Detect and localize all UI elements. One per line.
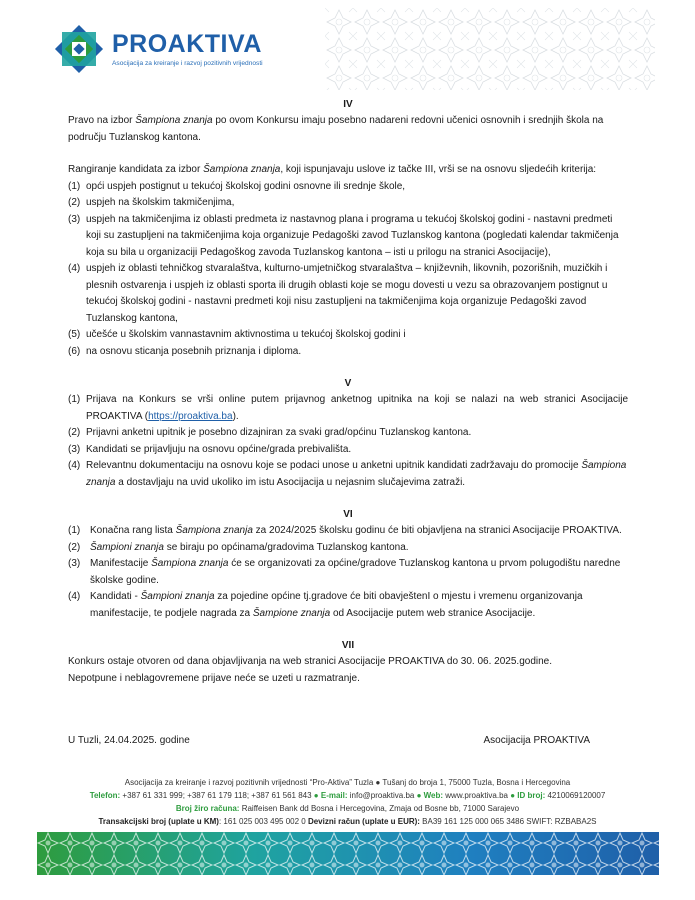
text-run: za 2024/2025 školsku godinu će biti objavljena na stranici Asocijacije PROAKTIVA. <box>252 525 622 536</box>
section-vii-title: VII <box>341 640 355 651</box>
web-label: ● Web: <box>416 791 444 800</box>
list-text: učešće u školskim vannastavnim aktivnostima u tekućoj školskoj godini i <box>86 329 406 340</box>
text-run: Rangiranje kandidata za izbor <box>68 164 204 175</box>
logo-subtitle: Asocijacija za kreiranje i razvoj pozitivnih vrijednosti <box>112 60 263 67</box>
phone-numbers: +387 61 331 999; +387 61 179 118; +387 61 561 843 <box>120 791 314 800</box>
list-number: (2) <box>68 541 81 553</box>
text-run: Relevantnu dokumentaciju na osnovu koje se podaci unose u anketni upitnik kandidati zadržavaju do promocije <box>86 460 582 471</box>
text-run: Kandidati - <box>90 591 141 602</box>
list-number: (4) <box>68 591 81 602</box>
signature-organization: Asocijacija PROAKTIVA <box>483 735 590 746</box>
list-number: (3) <box>68 443 81 455</box>
logo-mark-icon <box>50 20 108 78</box>
criteria-item <box>68 344 628 361</box>
emphasis-text: Šampione znanja <box>252 607 331 619</box>
proaktiva-website-link[interactable]: https://proaktiva.ba <box>148 410 233 422</box>
list-text: uspjeh na školskim takmičenjima, <box>86 197 235 208</box>
text-run: Prijava na Konkurs se vrši online putem prijavnog anketnog upitnika na koji se nalazi na web stranici Asocijacije PROAKTIVA ( <box>86 394 628 422</box>
bank-account: Raiffeisen Bank dd Bosna i Hercegovina, Zmaja od Bosne bb, 71000 Sarajevo <box>239 804 520 813</box>
foreign-account: BA39 161 125 000 065 3486 SWIFT: RZBABA2S <box>419 817 597 826</box>
list-number: (2) <box>68 197 81 208</box>
section-v-item <box>68 425 628 442</box>
footer-address: Asocijacija za kreiranje i razvoj pozitivnih vrijednosti “Pro-Aktiva” Tuzla ● Tušanj do broja 1, 75000 Tuzla, Bosna i Hercegovina <box>124 778 571 787</box>
text-run: Manifestacije <box>90 558 152 569</box>
phone-label: Telefon: <box>89 791 121 800</box>
footer-bank <box>0 802 695 815</box>
transaction-label: Transakcijski broj (uplate u KM) <box>98 817 219 826</box>
section-vi-item <box>68 540 628 557</box>
footer-contacts <box>0 789 695 802</box>
text-run: , koji ispunjavaju uslove iz tačke III, vrši se na osnovu sljedećih kriterija: <box>280 164 597 175</box>
list-number: (3) <box>68 558 81 569</box>
list-text: uspjeh iz oblasti tehničkog stvaralaštva, kulturno-umjetničkog stvaralaštva – književnih, likovnih, pozorišnih, muzičkih i plesnih ostvarenja i uspjeh iz oblasti sporta ili drugih oblasti koje se mogu dovesti u vezu sa obrazovanjem postignut u tekućoj školskoj godini - nastavni predmeti koji nisu zastupljeni na takmičenjima koja organizuje Pedagoški zavod Tuzlanskog kantona, <box>86 263 608 324</box>
section-vii-line2: Nepotpune i neblagovremene prijave neće se uzeti u razmatranje. <box>68 672 360 684</box>
emphasis-text: Šampioni znanja <box>90 541 164 553</box>
place-date: U Tuzli, 24.04.2025. godine <box>68 735 190 746</box>
section-vi-item <box>68 589 628 622</box>
section-v-item <box>68 442 628 459</box>
web-address[interactable]: www.proaktiva.ba <box>443 791 511 800</box>
list-text: opći uspjeh postignut u tekućoj školskoj godini osnovne ili srednje škole, <box>86 180 406 192</box>
id-label: ● ID broj: <box>510 791 546 800</box>
text-run: od Asocijacije putem web stranice Asocijacije. <box>330 607 536 619</box>
page-header <box>0 0 695 92</box>
criteria-item <box>68 327 628 344</box>
list-text: Prijavni anketni upitnik je posebno dizajniran za svaki grad/općinu Tuzlanskog kantona. <box>86 427 472 438</box>
text-run: a dostavljaju na uvid ukoliko im istu Asocijacija u nejasnim slučajevima zatraži. <box>115 476 466 488</box>
emphasis-text: Šampiona znanja <box>135 115 213 126</box>
text-run: Pravo na izbor <box>68 115 136 126</box>
foreign-account-label: Devizni račun (uplate u EUR): <box>307 817 420 826</box>
transaction-number: : 161 025 003 495 002 0 <box>218 817 308 826</box>
text-run: Konačna rang lista <box>90 525 176 536</box>
emphasis-text: Šampiona znanja <box>203 164 281 175</box>
text-run: za pojedine općine tj.gradove će biti obavještenI o mjestu i vremenu organizovanja manifestacije, te podjele nagrada za <box>90 591 583 619</box>
emphasis-text: Šampioni znanja <box>140 591 215 602</box>
list-number: (4) <box>68 460 81 471</box>
signature-row <box>68 733 590 750</box>
section-vi-item <box>68 523 628 540</box>
document-body <box>68 97 628 687</box>
decorative-band <box>37 832 659 875</box>
list-number: (6) <box>68 345 81 357</box>
list-text: uspjeh na takmičenjima iz oblasti predmeta iz nastavnog plana i programa u tekućoj školskoj godini - nastavni predmeti koji su zastupljeni na takmičenjima koja organizuje Pedagoški zavod Tuzlanskog kantona (pogledati kalendar takmičenja koja su bila u organizaciji Pedagoškog zavoda Tuzlanskog kantona – isti u prilogu na stranici Asocijacije), <box>86 213 619 258</box>
list-number: (2) <box>68 427 81 438</box>
list-text: na osnovu sticanja posebnih priznanja i diploma. <box>86 345 302 357</box>
page-footer <box>0 776 695 828</box>
section-iv-intro <box>68 113 628 146</box>
section-iv-title: IV <box>343 99 353 110</box>
criteria-item <box>68 179 628 196</box>
email-label: ● E-mail: <box>313 791 348 800</box>
emphasis-text: Šampiona znanja <box>86 460 627 488</box>
list-number: (1) <box>68 180 81 192</box>
section-v-item <box>68 458 628 491</box>
logo-name: PROAKTIVA <box>112 30 262 58</box>
criteria-item <box>68 195 628 212</box>
list-number: (5) <box>68 329 81 340</box>
footer-transfer <box>0 815 695 828</box>
section-vii-line1: Konkurs ostaje otvoren od dana objavljivanja na web stranici Asocijacije PROAKTIVA do 30. 06. 2025.godine. <box>68 656 552 667</box>
text-run: ). <box>232 410 239 422</box>
list-text: Kandidati se prijavljuju na osnovu općine/grada prebivališta. <box>86 443 352 455</box>
section-v-item <box>68 392 628 425</box>
bank-account-label: Broj žiro računa: <box>175 804 240 813</box>
text-run: će se organizovati za općine/gradove Tuzlanskog kantona u prvom polugodištu naredne školske godine. <box>90 558 621 586</box>
id-number: 4210069120007 <box>545 791 606 800</box>
proaktiva-logo <box>50 20 263 78</box>
criteria-item <box>68 212 628 262</box>
list-number: (3) <box>68 213 81 225</box>
emphasis-text: Šampiona znanja <box>151 558 229 569</box>
section-v-title: V <box>344 378 352 389</box>
section-vi-item <box>68 556 628 589</box>
list-number: (4) <box>68 263 81 274</box>
list-number: (1) <box>68 394 81 405</box>
section-vi-title: VI <box>343 509 353 520</box>
criteria-item <box>68 261 628 327</box>
decorative-pattern <box>325 8 655 90</box>
text-run: se biraju po općinama/gradovima Tuzlanskog kantona. <box>163 541 409 553</box>
section-iv-ranking <box>68 162 628 179</box>
email-address[interactable]: info@proaktiva.ba <box>347 791 417 800</box>
text-run: po ovom Konkursu imaju posebno nadareni redovni učenici osnovnih i srednjih škola na području Tuzlanskog kantona. <box>68 115 604 143</box>
list-number: (1) <box>68 525 81 536</box>
emphasis-text: Šampiona znanja <box>175 525 253 536</box>
